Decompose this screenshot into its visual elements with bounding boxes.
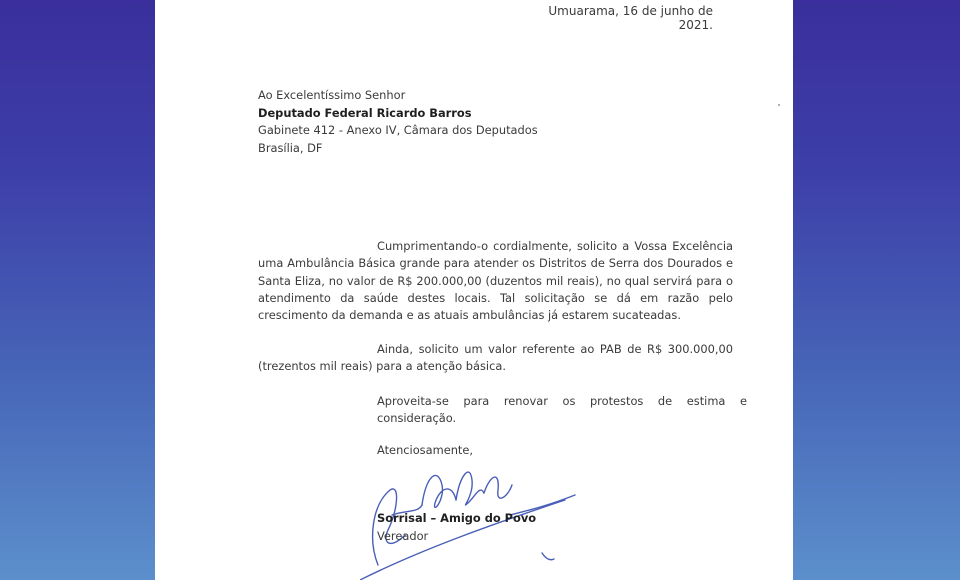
recipient-city: Brasília, DF	[258, 140, 323, 155]
letter-page	[155, 0, 793, 580]
signer-title: Vereador	[377, 529, 429, 543]
body-paragraph-pab: Ainda, solicito um valor referente ao PAB de R$ 300.000,00 (trezentos mil reais) para a atenção básica.	[258, 342, 733, 374]
closing-text: Atenciosamente,	[377, 443, 474, 457]
body-paragraph-request: Cumprimentando-o cordialmente, solicito a Vossa Excelência uma Ambulância Básica grande para atender os Distritos de Serra dos Dourados e Santa Eliza, no valor de R$ 200.000,00 (duzentos mil reais), no qual servirá para o atendimento da saúde destes locais. Tal solicitação se dá em razão pelo crescimento da demanda e as atuais ambulâncias já estarem sucateadas.	[258, 239, 733, 323]
letter-date: Umuarama, 16 de junho de 2021.	[548, 4, 713, 32]
recipient-name: Deputado Federal Ricardo Barros	[258, 105, 472, 120]
paper-speck	[778, 104, 780, 106]
recipient-block	[258, 87, 538, 157]
signer-name: Sorrisal – Amigo do Povo	[377, 511, 537, 525]
recipient-office: Gabinete 412 - Anexo IV, Câmara dos Deputados	[258, 123, 538, 137]
body-paragraph-regards: Aproveita-se para renovar os protestos de estima e consideração.	[377, 394, 747, 426]
recipient-salutation: Ao Excelentíssimo Senhor	[258, 88, 406, 102]
